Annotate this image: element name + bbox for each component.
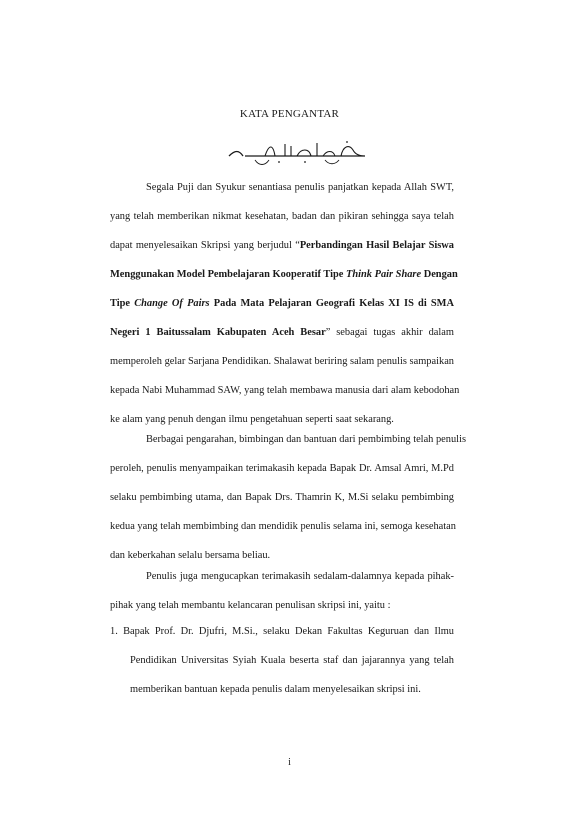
basmalah-calligraphy xyxy=(225,138,375,168)
text-line: Pendidikan Universitas Syiah Kuala beserta staf dan jajarannya yang telah xyxy=(130,655,454,666)
text-line xyxy=(110,231,454,260)
text-line xyxy=(110,617,454,646)
text-line: kepada Nabi Muhammad SAW, yang telah membawa manusia dari alam kebodohan xyxy=(110,385,460,396)
text-line xyxy=(110,260,458,289)
page-number: i xyxy=(288,757,291,768)
text-line: Segala Puji dan Syukur senantiasa penulis panjatkan kepada Allah SWT, xyxy=(146,182,454,193)
text-line: selaku pembimbing utama, dan Bapak Drs. Thamrin K, M.Si selaku pembimbing xyxy=(110,492,454,503)
list-item xyxy=(110,617,454,704)
paragraph-thanks xyxy=(110,562,454,620)
thesis-title-run: Perbandingan Hasil Belajar Siswa xyxy=(299,240,454,251)
text-line: yang telah memberikan nikmat kesehatan, badan dan pikiran sehingga saya telah xyxy=(110,211,454,222)
text-line: memperoleh gelar Sarjana Pendidikan. Shalawat beriring salam penulis sampaikan xyxy=(110,356,454,367)
text-line: pihak yang telah membantu kelancaran penulisan skripsi ini, yaitu : xyxy=(110,600,391,611)
thesis-title-run: Negeri 1 Baitussalam Kabupaten Aceh Besar xyxy=(110,327,326,338)
text-line: kedua yang telah membimbing dan mendidik penulis selama ini, semoga kesehatan xyxy=(110,521,456,532)
text-line xyxy=(110,318,454,347)
text-run: Bapak Prof. Dr. Djufri, M.Si., selaku Dekan Fakultas Keguruan dan Ilmu xyxy=(123,626,454,637)
text-run: dapat menyelesaikan Skripsi yang berjudul “ xyxy=(110,240,300,251)
thesis-title-italic-run: Think Pair Share xyxy=(346,269,422,280)
text-run: ” sebagai tugas akhir dalam xyxy=(325,327,454,338)
text-line: Penulis juga mengucapkan terimakasih sedalam-dalamnya kepada pihak- xyxy=(146,571,454,582)
text-line xyxy=(110,289,454,318)
paragraph-opening xyxy=(110,173,460,434)
text-line: dan keberkahan selalu bersama beliau. xyxy=(110,550,271,561)
thesis-title-run: Menggunakan Model Pembelajaran Kooperatif Tipe xyxy=(110,269,347,280)
text-line: Berbagai pengarahan, bimbingan dan bantuan dari pembimbing telah penulis xyxy=(146,434,466,445)
thesis-title-italic-run: Change Of Pairs xyxy=(134,298,210,309)
list-marker: 1. xyxy=(110,626,118,637)
page-title: KATA PENGANTAR xyxy=(239,108,340,120)
text-line: memberikan bantuan kepada penulis dalam menyelesaikan skripsi ini. xyxy=(130,684,421,695)
thesis-title-run: Tipe xyxy=(110,298,135,309)
paragraph-acknowledgement xyxy=(110,425,466,570)
text-line: ke alam yang penuh dengan ilmu pengetahuan seperti saat sekarang. xyxy=(110,414,394,425)
thesis-title-run: Dengan xyxy=(421,269,458,280)
thesis-title-run: Pada Mata Pelajaran Geografi Kelas XI IS di SMA xyxy=(209,298,454,309)
text-line: peroleh, penulis menyampaikan terimakasih kepada Bapak Dr. Amsal Amri, M.Pd xyxy=(110,463,454,474)
